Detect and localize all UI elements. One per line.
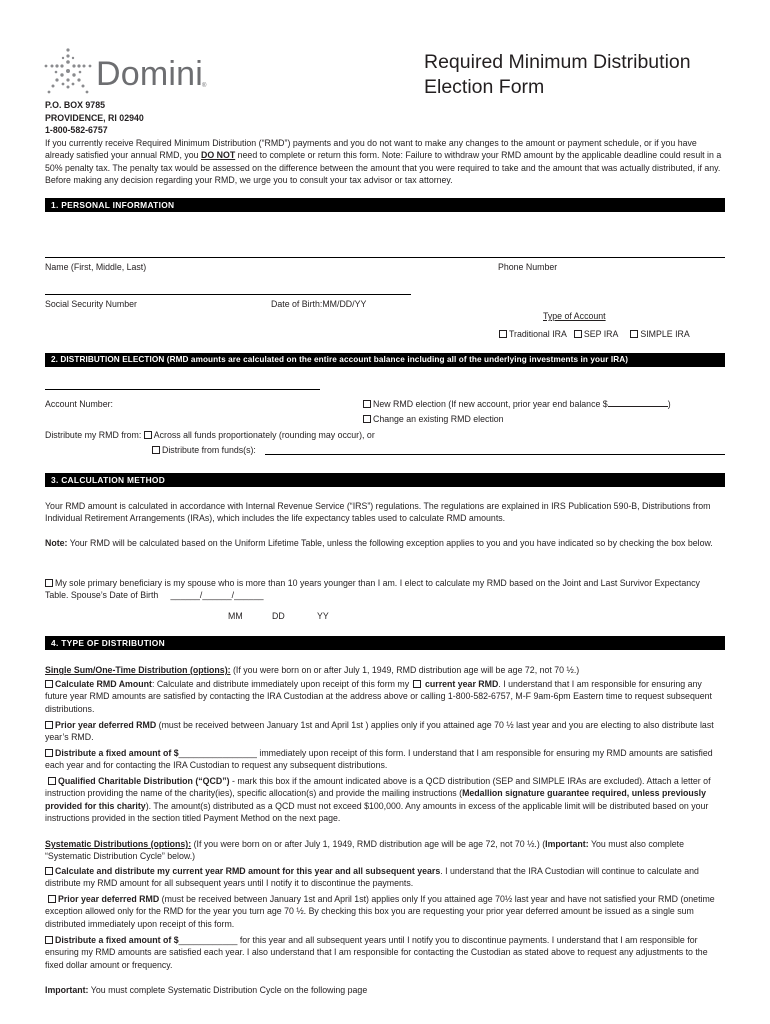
mm-label: MM — [228, 611, 243, 621]
phone-label: Phone Number — [498, 262, 558, 272]
paren-close: ) — [667, 399, 671, 409]
distribute-from-label: Distribute my RMD from: — [45, 430, 142, 440]
checkbox-icon[interactable] — [630, 330, 638, 338]
note-label: Note: — [45, 538, 68, 548]
domini-logo — [42, 46, 212, 98]
qcd-option[interactable] — [45, 775, 725, 825]
sys-prior-text: (must be received between January 1st and April 1st) applies only If you attained age 70½ last year and have not satisfied your RMD (onetime exception allowed only for the RMD for the year you turn age 70 ½. By checking this box you are requesting your prior year deferred amount be issued as a single sum distributed immediately upon receipt of this form. — [45, 894, 715, 929]
sys-fixed-text: for this year and all subsequent years until I notify you to discontinue payments. I understand that I am responsible for ensuring my RMD amounts are satisfied each year. I also understand that I am responsible for contacting the Custodian as stated above to request any adjustments to the fixed dollar amount or frequency. — [45, 935, 708, 970]
spouse-exception-text: My sole primary beneficiary is my spouse who is more than 10 years younger than I am. I elect to calculate my RMD based on the Joint and Last Survivor Expectancy Table. Spouse’s Date of Birth — [45, 578, 700, 601]
traditional-ira-option[interactable] — [499, 329, 566, 339]
fixed-amount-option[interactable] — [45, 747, 725, 772]
calc-rmd-text-2: . I understand that I am responsible for ensuring any future year RMD amounts are satisfied by contacting the IRA Custodian at the address above or calling 1-800-582-6757, M-F 9am-6pm Eastern time to request subsequent distributions. — [45, 679, 712, 714]
prior-year-text: (must be received between January 1st and April 1st ) applies only if you attained age 70 ½ last year and you are electing to also distribute last year’s RMD. — [45, 720, 714, 743]
prior-balance-field[interactable] — [608, 398, 668, 407]
form-title-line2: Election Form — [424, 76, 545, 98]
calculation-paragraph: Your RMD amount is calculated in accordance with Internal Revenue Service (“IRS”) regulations. The regulations are explained in IRS Publication 590-B, Distributions from Individual Retirement Arrangements (IRAs), which includes the life expectancy tables used to calculate RMD amounts. — [45, 501, 711, 524]
systematic-text-2: You must also complete “Systematic Distribution Cycle” below.) — [45, 839, 685, 862]
simple-ira-option[interactable] — [630, 329, 689, 339]
note-text: Your RMD will be calculated based on the Uniform Lifetime Table, unless the following exception applies to you and you have indicated so by checking the box below. — [67, 538, 713, 548]
mailing-address — [45, 99, 144, 137]
checkbox-icon[interactable] — [45, 721, 53, 729]
fixed-amount-field[interactable]: ________________ — [178, 748, 257, 758]
single-sum-text: (If you were born on or after July 1, 1949, RMD distribution age will be age 72, not 70 ½.) — [230, 665, 580, 675]
calc-rmd-label: Calculate RMD Amount — [55, 679, 152, 689]
brand-wordmark: Domini — [96, 55, 204, 93]
dob-label: Date of Birth:MM/DD/YY — [271, 299, 367, 309]
checkbox-icon[interactable] — [413, 680, 421, 688]
distribute-from-row — [45, 429, 375, 441]
section-3-heading: 3. CALCULATION METHOD — [45, 473, 725, 487]
final-important-note — [45, 984, 725, 996]
current-year-rmd-label: current year RMD — [425, 679, 499, 689]
across-funds-label: Across all funds proportionately (rounding may occur), or — [153, 430, 375, 440]
systematic-label: Systematic Distributions (options): — [45, 839, 192, 849]
simple-ira-label: SIMPLE IRA — [640, 329, 690, 339]
new-election-label: New RMD election (If new account, prior year end balance $ — [373, 399, 608, 409]
prior-year-label: Prior year deferred RMD — [55, 720, 157, 730]
traditional-ira-label: Traditional IRA — [509, 329, 567, 339]
account-type-options — [499, 328, 690, 340]
ssn-label: Social Security Number — [45, 299, 137, 309]
calculation-note — [45, 537, 725, 549]
checkbox-icon[interactable] — [48, 895, 56, 903]
checkbox-icon[interactable] — [45, 579, 53, 587]
account-number-label: Account Number: — [45, 399, 113, 409]
final-important-label: Important: — [45, 985, 89, 995]
systematic-heading — [45, 838, 725, 863]
intro-text-1: If you currently receive Required Minimum Distribution (“RMD”) payments and you do not want to make any changes to the amount or payment schedule, or if you have already satisfied your annual RMD, you — [45, 138, 697, 161]
checkbox-icon[interactable] — [45, 749, 53, 757]
fixed-amount-text: immediately upon receipt of this form. I understand that I am responsible for ensuring my RMD amounts are satisfied each year and for contacting the IRA Custodian to request any subsequent distributions. — [45, 748, 713, 771]
star-logo-icon — [42, 46, 94, 98]
change-election-option[interactable] — [363, 413, 504, 425]
funds-field-line[interactable] — [265, 454, 725, 455]
spouse-dob-field[interactable]: ______/______/______ — [170, 590, 264, 601]
ssn-dob-field-line[interactable] — [45, 294, 411, 295]
fixed-amount-label: Distribute a fixed amount of $ — [55, 748, 179, 758]
section-2-heading: 2. DISTRIBUTION ELECTION (RMD amounts are calculated on the entire account balance including all of the underlying investments in your IRA) — [45, 353, 725, 367]
name-phone-field-line[interactable] — [45, 257, 725, 258]
spouse-exception-option[interactable] — [45, 577, 725, 602]
sys-calc-text: . I understand that the IRA Custodian will continue to calculate and distribute my RMD amount for all subsequent years until I notify it to discontinue the payments. — [45, 866, 699, 889]
checkbox-icon[interactable] — [45, 936, 53, 944]
checkbox-icon[interactable] — [152, 446, 160, 454]
prior-year-option[interactable] — [45, 719, 725, 744]
checkbox-icon[interactable] — [144, 431, 152, 439]
single-sum-heading — [45, 664, 725, 676]
across-funds-option[interactable] — [144, 430, 375, 440]
checkbox-icon[interactable] — [499, 330, 507, 338]
dd-label: DD — [272, 611, 285, 621]
sys-fixed-label: Distribute a fixed amount of $ — [55, 935, 179, 945]
qcd-text-2: ). The amount(s) distributed as a QCD must not exceed $100,000. Any amounts in excess of the applicable limit will be distributed based on your instructions provided in the section titled Payment Method on the next page. — [45, 800, 709, 824]
calc-rmd-text-1: : Calculate and distribute immediately upon receipt of this form my — [151, 679, 412, 689]
sys-prior-label: Prior year deferred RMD — [58, 894, 160, 904]
sep-ira-label: SEP IRA — [583, 329, 618, 339]
section-1-heading: 1. PERSONAL INFORMATION — [45, 198, 725, 212]
phone-number: 1-800-582-6757 — [45, 125, 108, 136]
new-election-option[interactable] — [363, 398, 671, 410]
address-line-2: PROVIDENCE, RI 02940 — [45, 112, 144, 123]
account-number-field-line[interactable] — [45, 389, 320, 390]
from-funds-option[interactable] — [152, 444, 256, 456]
registered-mark: ® — [202, 83, 207, 89]
form-title — [424, 50, 744, 100]
qcd-label: Qualified Charitable Distribution (“QCD”) — [58, 776, 230, 786]
sys-fixed-option[interactable] — [45, 934, 725, 971]
intro-text-2: need to complete or return this form. Note: Failure to withdraw your RMD amount by the applicable deadline could result in a 50% penalty tax. The penalty tax would be assessed on the difference between the amount that you were required to take and the amount that was actually distributed, if any. Before making any decision regarding your RMD, we urge you to consult your tax advisor or tax attorney. — [45, 150, 722, 186]
intro-paragraph — [45, 137, 725, 187]
address-line-1: P.O. BOX 9785 — [45, 100, 105, 110]
sys-calc-option[interactable] — [45, 865, 725, 890]
systematic-text-1: (If you were born on or after July 1, 1949, RMD distribution age will be age 72, not 70 ½.) ( — [191, 839, 546, 849]
sys-fixed-field[interactable]: ____________ — [178, 935, 238, 945]
sep-ira-option[interactable] — [574, 329, 618, 339]
sys-prior-option[interactable] — [45, 893, 725, 930]
change-election-label: Change an existing RMD election — [373, 414, 504, 424]
single-sum-label: Single Sum/One-Time Distribution (options): — [45, 665, 231, 675]
yy-label: YY — [317, 611, 329, 621]
account-type-label: Type of Account — [543, 311, 606, 321]
qcd-text-1: - mark this box if the amount indicated above is a QCD distribution (SEP and SIMPLE IRAs are excluded). Attach a letter of instruction providing the name of the charity(ies), specific allocation(s) and provide the mailing instructions ( — [45, 776, 711, 799]
name-label: Name (First, Middle, Last) — [45, 262, 147, 272]
checkbox-icon[interactable] — [45, 680, 53, 688]
checkbox-icon[interactable] — [574, 330, 582, 338]
medallion-notice: Medallion signature guarantee required, unless previously provided for this charity — [45, 788, 707, 811]
from-funds-label: Distribute from funds(s): — [162, 445, 256, 455]
checkbox-icon[interactable] — [363, 415, 371, 423]
do-not-emphasis: DO NOT — [200, 150, 236, 161]
calc-rmd-option[interactable] — [45, 678, 725, 715]
section-4-heading: 4. TYPE OF DISTRIBUTION — [45, 636, 725, 650]
checkbox-icon[interactable] — [48, 777, 56, 785]
systematic-important: Important: — [545, 839, 589, 849]
checkbox-icon[interactable] — [45, 867, 53, 875]
sys-calc-label: Calculate and distribute my current year RMD amount for this year and all subsequent years — [55, 866, 441, 876]
form-title-line1: Required Minimum Distribution — [424, 51, 691, 73]
final-important-text: You must complete Systematic Distribution Cycle on the following page — [88, 985, 368, 995]
checkbox-icon[interactable] — [363, 400, 371, 408]
